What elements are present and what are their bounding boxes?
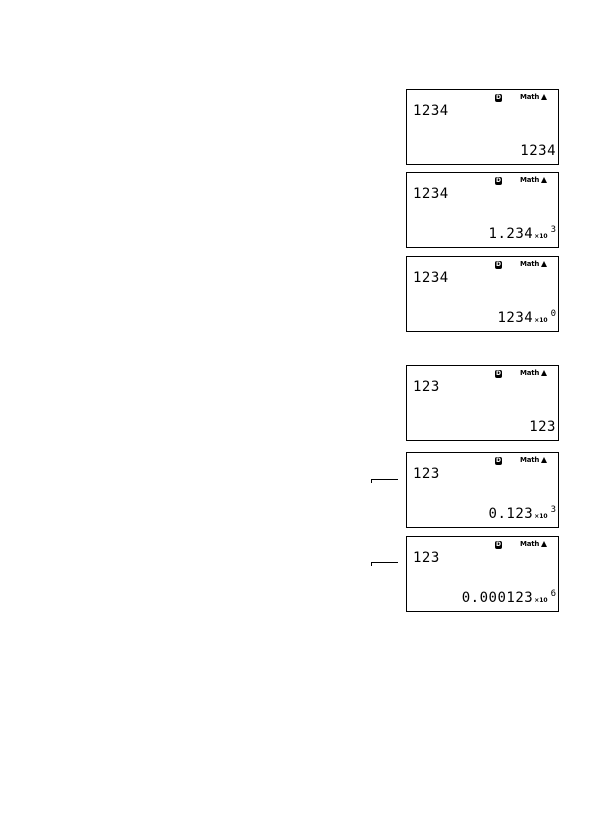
degree-indicator: D [496,94,501,101]
input-expression: 1234 [413,186,449,202]
input-expression: 123 [413,466,440,482]
result-value [489,506,556,522]
input-expression: 123 [413,379,440,395]
input-expression: 123 [413,550,440,566]
result-value [520,143,556,159]
calculator-display-3 [406,256,559,332]
degree-indicator: D [496,261,501,268]
up-triangle-icon [541,177,547,183]
degree-indicator: D [496,370,501,377]
math-mode-indicator: Math [520,176,540,184]
up-triangle-icon [541,457,547,463]
calculator-display-5 [406,452,559,528]
input-expression: 1234 [413,103,449,119]
result-mantissa: 1234 [497,310,534,326]
result-value [462,590,556,606]
result-value [529,419,556,435]
result-exponent: 3 [550,225,556,235]
times-ten-symbol: ×10 [534,233,548,240]
up-triangle-icon [541,94,547,100]
times-ten-symbol: ×10 [534,513,548,520]
calculator-display-1 [406,89,559,165]
up-triangle-icon [541,261,547,267]
math-mode-indicator: Math [520,456,540,464]
math-mode-indicator: Math [520,540,540,548]
up-triangle-icon [541,370,547,376]
up-triangle-icon [541,541,547,547]
result-mantissa: 1234 [520,143,556,159]
calculator-display-6 [406,536,559,612]
degree-indicator: D [496,177,501,184]
times-ten-symbol: ×10 [534,597,548,604]
pointer-line [371,562,398,566]
math-mode-indicator: Math [520,369,540,377]
result-mantissa: 0.123 [488,506,534,522]
math-mode-indicator: Math [520,93,540,101]
result-value [489,226,556,242]
result-value [497,310,556,326]
times-ten-symbol: ×10 [534,317,548,324]
input-expression: 1234 [413,270,449,286]
degree-indicator: D [496,457,501,464]
degree-indicator: D [496,541,501,548]
math-mode-indicator: Math [520,260,540,268]
result-mantissa: 123 [529,419,556,435]
result-exponent: 0 [550,309,556,319]
result-mantissa: 1.234 [488,226,534,242]
calculator-display-4 [406,365,559,441]
result-mantissa: 0.000123 [461,590,534,606]
calculator-display-2 [406,172,559,248]
result-exponent: 3 [550,505,556,515]
pointer-line [371,479,398,483]
result-exponent: 6 [550,589,556,599]
